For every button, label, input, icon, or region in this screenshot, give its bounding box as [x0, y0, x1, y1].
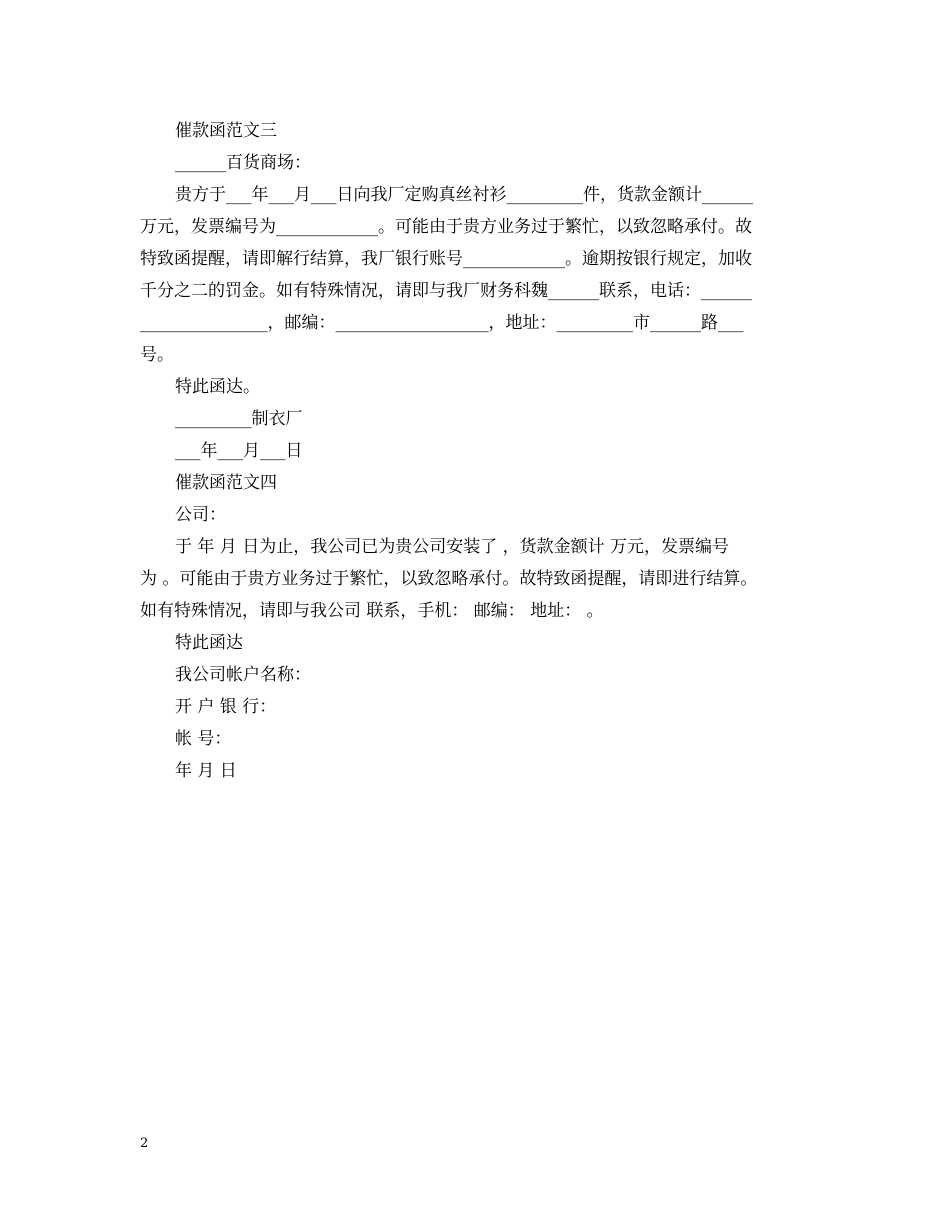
body-text-line: 如有特殊情况，请即与我公司 联系，手机： 邮编： 地址： 。: [140, 601, 604, 621]
closing-line: 特此函达: [175, 633, 243, 653]
body-text-line: 贵方于___年___月___日向我厂定购真丝衬衫_________件，货款金额计______: [175, 185, 753, 205]
account-number-line: 帐 号：: [175, 729, 232, 749]
account-name-line: 我公司帐户名称：: [175, 665, 311, 685]
body-text-line: 于 年 月 日为止，我公司已为贵公司安装了 ，货款金额计 万元，发票编号: [175, 537, 730, 557]
body-text-line: 特致函提醒，请即解行结算，我厂银行账号____________。逾期按银行规定，加收: [140, 249, 752, 269]
section-title-3: 催款函范文三: [175, 121, 277, 141]
date-line: ___年___月___日: [175, 441, 303, 461]
date-line: 年 月 日: [175, 761, 237, 781]
page-number: 2: [140, 1136, 149, 1151]
document-body: [140, 115, 812, 787]
body-text-line: _______________，邮编：__________________，地址：_________市______路___: [140, 313, 744, 333]
recipient-line: 公司：: [175, 505, 226, 525]
section-title-4: 催款函范文四: [175, 473, 277, 493]
body-text-line: 千分之二的罚金。如有特殊情况，请即与我厂财务科魏______联系，电话：______: [140, 281, 752, 301]
body-text-line: 万元，发票编号为____________。可能由于贵方业务过于繁忙，以致忽略承付。故: [140, 217, 752, 237]
body-text-line: 为 。可能由于贵方业务过于繁忙，以致忽略承付。故特致函提醒，请即进行结算。: [140, 569, 758, 589]
closing-line: 特此函达。: [175, 377, 260, 397]
body-text-line: 号。: [140, 345, 174, 365]
recipient-line: ______百货商场：: [175, 153, 311, 173]
signature-line: _________制衣厂: [175, 409, 303, 429]
bank-line: 开 户 银 行：: [175, 697, 277, 717]
